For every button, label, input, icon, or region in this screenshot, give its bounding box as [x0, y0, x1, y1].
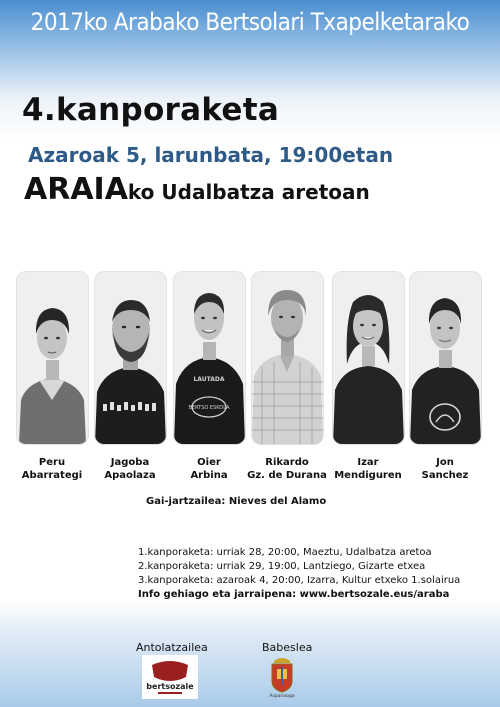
portrait-photo	[333, 272, 404, 444]
svg-text:BERTSO ESKOLA: BERTSO ESKOLA	[188, 405, 230, 411]
portrait-photo	[17, 272, 88, 444]
venue-town: ARAIA	[24, 172, 128, 207]
moderator-text: Gai-jartzailea: Nieves del Alamo	[146, 496, 327, 507]
bertsolari-name: Izar Mendiguren	[334, 457, 402, 481]
portrait-photo	[174, 272, 245, 444]
photo-card	[252, 272, 323, 444]
event-heading: 4.kanporaketa	[22, 92, 280, 128]
portrait-photo	[410, 272, 481, 444]
photo-card	[410, 272, 481, 444]
bertsolari-name: Jon Sanchez	[421, 457, 469, 481]
photo-card	[17, 272, 88, 444]
event-venue	[24, 172, 370, 207]
event-datetime: Azaroak 5, larunbata, 19:00etan	[28, 143, 394, 167]
bertsolari-name: Rikardo Gz. de Durana	[247, 457, 327, 481]
photo-card	[95, 272, 166, 444]
photo-card	[333, 272, 404, 444]
sponsor-label: Babeslea	[262, 641, 313, 654]
organizer-label: Antolatzailea	[136, 641, 208, 654]
schedule-item: 3.kanporaketa: azaroak 4, 20:00, Izarra, Kultur etxeko 1.solairua	[138, 575, 461, 586]
schedule-item: 2.kanporaketa: urriak 29, 19:00, Lantziego, Gizarte etxea	[138, 561, 426, 572]
bertsozale-logo-icon	[142, 655, 198, 699]
info-link-text: Info gehiago eta jarraipena: www.bertsozale.eus/araba	[138, 589, 450, 600]
portrait-photo	[95, 272, 166, 444]
bertsolari-photos	[17, 272, 485, 448]
banner-title: 2017ko Arabako Bertsolari Txapelketarako	[30, 8, 470, 36]
araia-coat-of-arms	[268, 655, 296, 699]
venue-place: ko Udalbatza aretoan	[127, 180, 370, 204]
coat-of-arms-icon	[268, 655, 296, 699]
portrait-photo	[252, 272, 323, 444]
schedule-item: 1.kanporaketa: urriak 28, 20:00, Maeztu, Udalbatza aretoa	[138, 547, 432, 558]
bertsolari-name: Jagoba Apaolaza	[104, 457, 156, 481]
schedule-list	[138, 546, 460, 602]
bertsolari-name: Peru Abarrategi	[21, 457, 83, 481]
organizer-logo-text: bertsozale	[146, 682, 194, 691]
bertsolari-name: Oier Arbina	[190, 457, 228, 481]
svg-text:LAUTADA: LAUTADA	[193, 376, 225, 383]
sponsor-logo-text: Aspariooga	[269, 694, 295, 699]
bertsozale-logo	[142, 655, 198, 699]
photo-card	[174, 272, 245, 444]
